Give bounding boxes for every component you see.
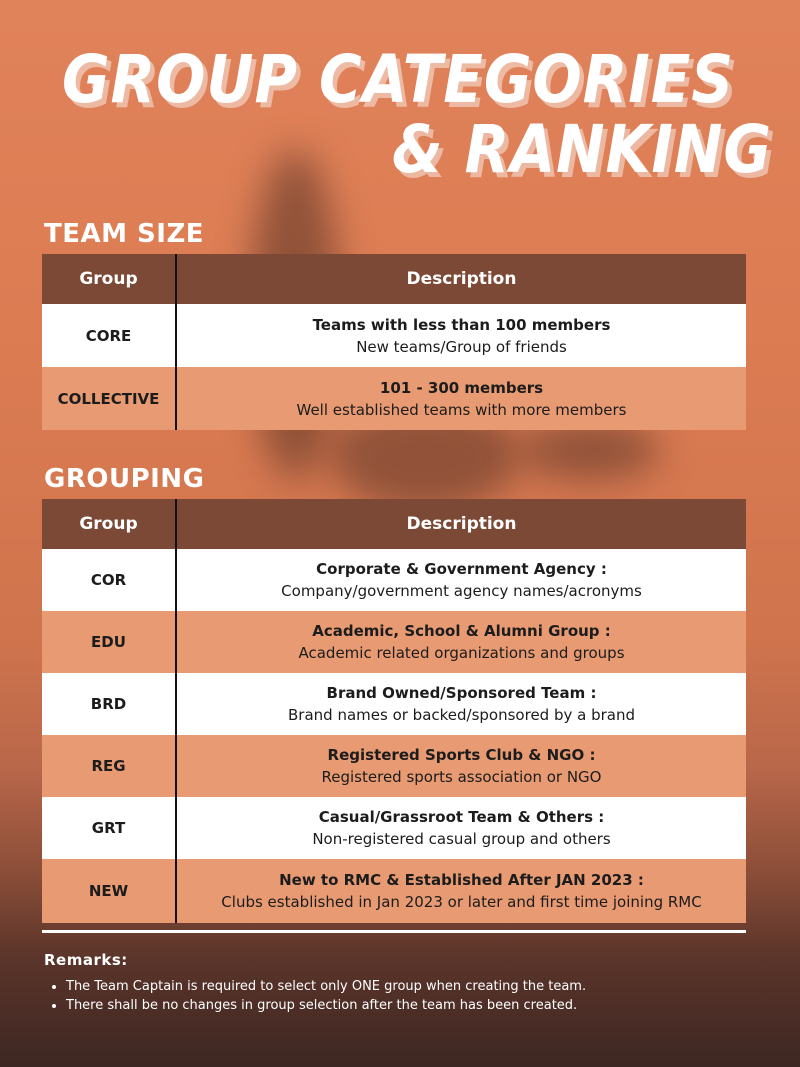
- title-line-1: GROUP CATEGORIES: [62, 41, 734, 118]
- group-code: CORE: [42, 304, 176, 367]
- group-description: [176, 859, 746, 923]
- group-description: [176, 673, 746, 735]
- remark-item: • The Team Captain is required to select only ONE group when creating the team.: [66, 977, 766, 996]
- description-subtitle: Non-registered casual group and others: [312, 830, 611, 848]
- group-description: [176, 611, 746, 673]
- table-row: [42, 673, 746, 735]
- group-description: [176, 735, 746, 797]
- description-subtitle: Clubs established in Jan 2023 or later and first time joining RMC: [221, 893, 702, 911]
- group-column-header: Group: [42, 254, 176, 304]
- description-title: 101 - 300 members: [379, 378, 544, 397]
- table-row: [42, 367, 746, 430]
- grouping-heading: GROUPING: [44, 464, 205, 494]
- description-subtitle: New teams/Group of friends: [356, 337, 567, 356]
- group-description: [176, 549, 746, 611]
- description-title: Brand Owned/Sponsored Team :: [326, 684, 597, 702]
- divider: [42, 930, 746, 933]
- team-size-heading: TEAM SIZE: [44, 219, 205, 249]
- remarks-title: Remarks:: [44, 951, 128, 969]
- team-size-table: [42, 254, 746, 430]
- group-code: REG: [42, 735, 176, 797]
- description-title: Corporate & Government Agency :: [316, 560, 607, 578]
- group-description: [176, 367, 746, 430]
- grouping-table: [42, 499, 746, 923]
- group-code: EDU: [42, 611, 176, 673]
- description-subtitle: Well established teams with more members: [296, 400, 627, 419]
- description-subtitle: Academic related organizations and groups: [298, 644, 625, 662]
- table-row: [42, 611, 746, 673]
- table-row: [42, 549, 746, 611]
- description-title: Registered Sports Club & NGO :: [327, 746, 596, 764]
- group-code: BRD: [42, 673, 176, 735]
- description-title: Casual/Grassroot Team & Others :: [318, 808, 605, 826]
- description-column-header: Description: [176, 254, 746, 304]
- description-column-header: Description: [176, 499, 746, 549]
- group-code: COLLECTIVE: [42, 367, 176, 430]
- group-description: [176, 797, 746, 859]
- description-title: Academic, School & Alumni Group :: [312, 622, 611, 640]
- description-title: New to RMC & Established After JAN 2023 :: [279, 871, 644, 889]
- table-row: [42, 859, 746, 923]
- remarks-list: [44, 977, 766, 1015]
- group-column-header: Group: [42, 499, 176, 549]
- description-subtitle: Brand names or backed/sponsored by a brand: [288, 706, 635, 724]
- description-subtitle: Registered sports association or NGO: [321, 768, 602, 786]
- group-description: [176, 304, 746, 367]
- table-header-row: [42, 254, 746, 304]
- group-code: NEW: [42, 859, 176, 923]
- table-row: [42, 735, 746, 797]
- table-header-row: [42, 499, 746, 549]
- remark-item: • There shall be no changes in group selection after the team has been created.: [66, 996, 766, 1015]
- description-title: Teams with less than 100 members: [312, 315, 611, 334]
- title-line-2: & RANKING: [392, 111, 772, 188]
- table-row: [42, 304, 746, 367]
- description-subtitle: Company/government agency names/acronyms: [281, 582, 642, 600]
- table-row: [42, 797, 746, 859]
- group-code: COR: [42, 549, 176, 611]
- group-code: GRT: [42, 797, 176, 859]
